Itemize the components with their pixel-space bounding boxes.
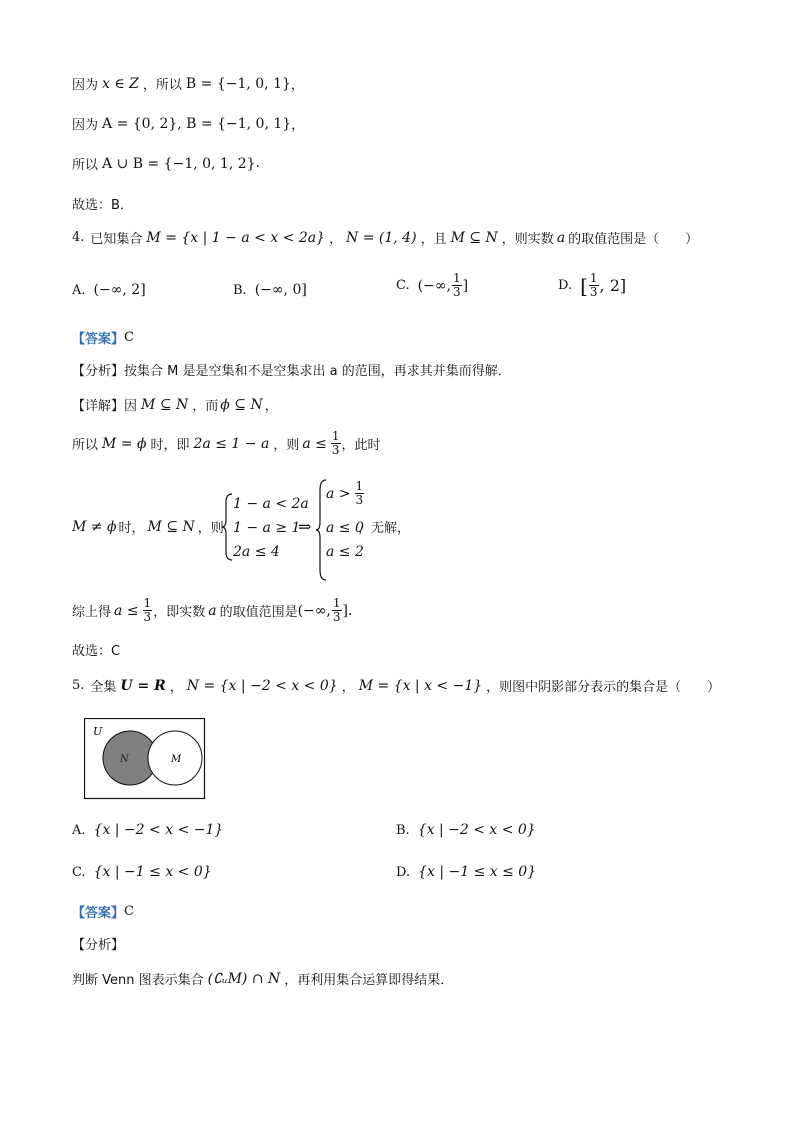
option-b: B. {x | −2 < x < 0} xyxy=(396,822,536,838)
option-b: B. (−∞, 0] xyxy=(233,282,307,298)
question-4-stem: 4. 已知集合 M = {x | 1 − a < x < 2a} ， N = (1, 4) ，且 M ⊆ N ，则实数 a 的取值范围是（ ） xyxy=(72,229,699,247)
system-line: 1 − a ≥ 1 xyxy=(233,520,301,536)
solution-line: 因为 x ∈ Z ，所以 B = {−1, 0, 1} ， xyxy=(72,75,304,93)
answer-line: 【答案】 C xyxy=(72,904,134,921)
set-m-label: M xyxy=(171,754,182,765)
detail-line: 【详解】 因 M ⊆ N ，而 ϕ ⊆ N ， xyxy=(72,396,278,414)
solution-line: 所以 A ∪ B = {−1, 0, 1, 2} . xyxy=(72,155,260,173)
set-n-label: N xyxy=(120,754,129,765)
case-1-line: 所以 M = ϕ 时，即 2a ≤ 1 − a ，则 a ≤ $\frac{1}{3}$ ，此时 xyxy=(72,429,381,457)
option-d: D. [ $\frac{1}{3}$ , 2] xyxy=(558,271,627,299)
fraction: $\frac{1}{3}$ xyxy=(331,429,340,457)
venn-diagram xyxy=(84,718,206,800)
option-c: C. {x | −1 ≤ x < 0} xyxy=(72,864,212,880)
analysis-tag: 【分析】 xyxy=(72,938,125,953)
system-line: a ≤ 2 xyxy=(326,544,364,560)
universe-label: U xyxy=(93,725,103,738)
no-solution-text: ，无解， xyxy=(358,521,411,536)
option-a: A. (−∞, 2] xyxy=(72,282,146,298)
case-2-line: M ≠ ϕ 时， M ⊆ N ，则 xyxy=(72,518,224,536)
system-line: 2a ≤ 4 xyxy=(233,544,280,560)
choice-line: 故选：C xyxy=(72,644,121,659)
fraction: $\frac{1}{3}$ xyxy=(355,479,364,507)
option-a: A. {x | −2 < x < −1} xyxy=(72,822,224,838)
implies-symbol: ⇒ xyxy=(298,517,312,536)
solution-line: 因为 A = {0, 2}, B = {−1, 0, 1} ， xyxy=(72,115,305,133)
system-line: 1 − a < 2a xyxy=(233,496,309,512)
system-line: a > $\frac{1}{3}$ xyxy=(326,479,364,507)
fraction: $\frac{1}{3}$ xyxy=(589,271,598,299)
question-5-stem: 5. 全集 U = R ， N = {x | −2 < x < 0} ， M = {x | x < −1} ，则图中阴影部分表示的集合是（ ） xyxy=(72,677,721,695)
answer-line: 【答案】 C xyxy=(72,330,134,347)
summary-line: 综上得 a ≤ $\frac{1}{3}$ ，即实数 a 的取值范围是 (−∞, $\frac{1}{3}$ ]. xyxy=(72,596,353,624)
option-c: C. (−∞, $\frac{1}{3}$ ] xyxy=(396,271,469,299)
system-line: a ≤ 0 xyxy=(326,520,364,536)
analysis-line: 【分析】 按集合 M 是是空集和不是空集求出 a 的范围，再求其并集而得解． xyxy=(72,364,511,379)
fraction: $\frac{1}{3}$ xyxy=(143,596,152,624)
analysis-line: 判断 Venn 图表示集合 (∁ᵤM) ∩ N ，再利用集合运算即得结果． xyxy=(72,970,454,988)
fraction: $\frac{1}{3}$ xyxy=(332,596,341,624)
fraction: $\frac{1}{3}$ xyxy=(452,271,461,299)
option-d: D. {x | −1 ≤ x ≤ 0} xyxy=(396,864,537,880)
choice-line: 故选：B． xyxy=(72,198,133,213)
